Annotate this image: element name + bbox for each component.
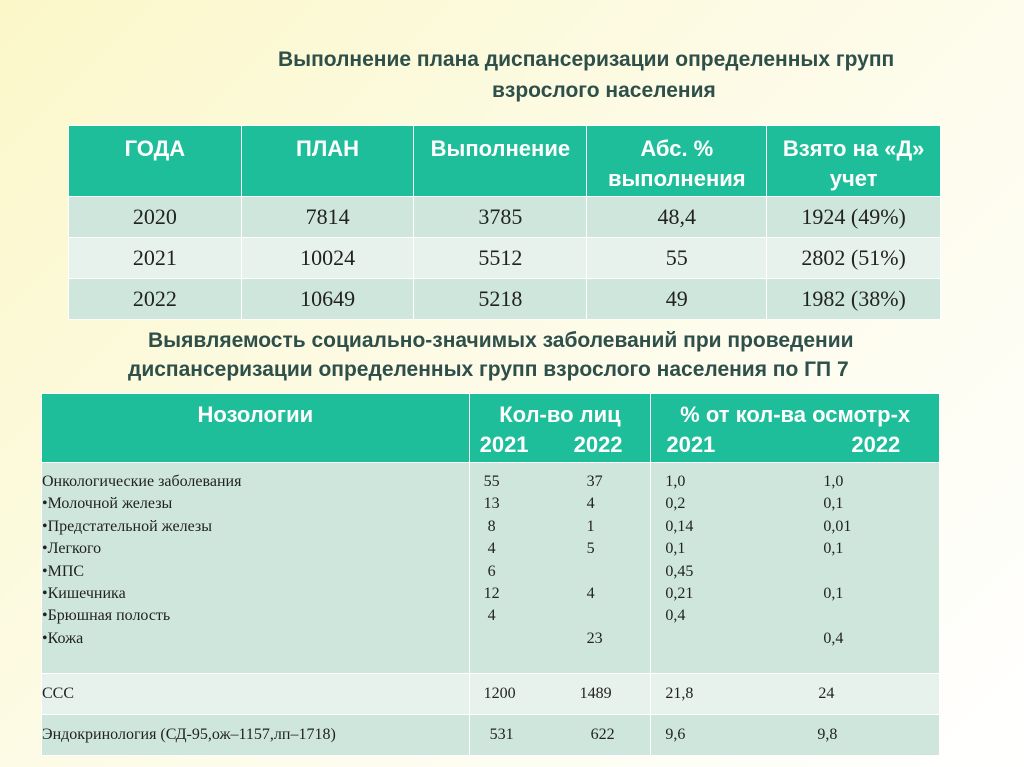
- count-pair: [470, 605, 651, 627]
- endo-name: Эндокринология (СД-95,ож–1157,лп–1718): [42, 715, 470, 756]
- header-percent-years: [651, 430, 939, 460]
- percent-2022: 9,8: [817, 725, 838, 743]
- list-item: •Легкого: [42, 540, 102, 558]
- count-pair: [470, 471, 651, 493]
- title-detection: [120, 326, 1000, 384]
- cell-taken-d: 2802 (51%): [767, 238, 941, 279]
- count-pair: [470, 561, 651, 583]
- cell-completion: 5512: [414, 238, 587, 279]
- percent-pair: [651, 561, 939, 583]
- count-2021: 55: [483, 473, 500, 490]
- ccc-percents: [651, 674, 940, 715]
- count-2021: 13: [483, 495, 500, 513]
- percent-pair: [651, 538, 939, 560]
- onco-names: [42, 463, 470, 674]
- count-2022: 622: [590, 725, 615, 743]
- header-nozology: Нозологии: [42, 394, 470, 463]
- header-count: [469, 394, 651, 463]
- count-2021: 4: [487, 607, 496, 625]
- header-percent: [651, 394, 940, 463]
- header-taken-line1: Взято на «Д»: [782, 136, 925, 161]
- title-plan-line2: взрослого населения: [492, 79, 716, 102]
- count-pair: [470, 724, 651, 746]
- cell-taken-d: 1924 (49%): [767, 197, 941, 238]
- count-2021: 12: [483, 584, 500, 602]
- percent-2022: 24: [818, 684, 835, 702]
- list-item: •МПС: [42, 562, 85, 580]
- percent-2022: 1,0: [823, 473, 844, 490]
- count-2021: 531: [489, 725, 514, 743]
- header-abs-line1: Абс. %: [640, 136, 714, 161]
- detection-table-header: [42, 394, 940, 463]
- percent-2022: 0,1: [823, 540, 844, 558]
- percent-pair: [651, 628, 939, 650]
- percent-2022: 0,1: [823, 584, 844, 602]
- header-completion: Выполнение: [414, 126, 587, 197]
- percent-2021: 0,4: [665, 607, 686, 625]
- ccc-row: [42, 674, 940, 715]
- table-row: [69, 238, 941, 279]
- percent-2021: 0,21: [665, 584, 694, 602]
- percent-pair: [651, 471, 939, 493]
- cell-completion: 3785: [414, 197, 587, 238]
- onco-counts: [469, 463, 651, 674]
- table-row: [69, 279, 941, 320]
- title-detection-line1: Выявляемость социально-значимых заболеваний при проведении: [148, 329, 854, 352]
- count-2022: 4: [586, 495, 595, 513]
- count-pair: [470, 516, 651, 538]
- count-2022: 5: [586, 540, 595, 558]
- count-2022: 1: [586, 517, 595, 535]
- header-plan: ПЛАН: [241, 126, 414, 197]
- ccc-name: ССС: [42, 674, 470, 715]
- plan-table: [68, 125, 941, 320]
- count-pair: [470, 583, 651, 605]
- percent-2021: 0,45: [665, 562, 694, 580]
- cell-plan: 10649: [241, 279, 414, 320]
- cell-completion: 5218: [414, 279, 587, 320]
- title-plan: [200, 44, 1024, 106]
- cell-abs-percent: 55: [587, 238, 767, 279]
- percent-pair: [651, 605, 939, 627]
- cell-plan: 7814: [241, 197, 414, 238]
- cell-abs-percent: 49: [587, 279, 767, 320]
- count-2021: 6: [487, 562, 496, 580]
- percent-2021: 0,2: [665, 495, 686, 513]
- cell-abs-percent: 48,4: [587, 197, 767, 238]
- cell-plan: 10024: [241, 238, 414, 279]
- count-2021: 1200: [483, 684, 516, 702]
- count-2021: 8: [487, 517, 496, 535]
- percent-pair: [651, 493, 939, 515]
- title-detection-line2: диспансеризации определенных групп взрослого населения по ГП 7: [128, 358, 849, 381]
- cell-year: 2020: [69, 197, 242, 238]
- count-pair: [470, 493, 651, 515]
- list-item: •Предстательной железы: [42, 517, 212, 535]
- onco-row: [42, 463, 940, 674]
- percent-2021: 21,8: [665, 684, 694, 702]
- count-2022: 1489: [579, 684, 612, 702]
- table-row: [69, 197, 941, 238]
- header-percent-label: % от кол-ва осмотр-х: [680, 402, 911, 427]
- percent-pair: [651, 516, 939, 538]
- endo-row: [42, 715, 940, 756]
- title-plan-line1: Выполнение плана диспансеризации определенных групп: [278, 48, 895, 71]
- percent-2021: 0,14: [665, 517, 694, 535]
- percent-pair: [651, 724, 939, 746]
- count-pair: [470, 683, 651, 705]
- count-pair: [470, 538, 651, 560]
- endo-percents: [651, 715, 940, 756]
- header-count-label: Кол-во лиц: [499, 402, 621, 427]
- header-count-year1: 2021: [479, 432, 529, 457]
- percent-2022: 0,4: [823, 629, 844, 647]
- list-item: •Молочной железы: [42, 495, 173, 513]
- percent-2021: 9,6: [665, 725, 686, 743]
- cell-taken-d: 1982 (38%): [767, 279, 941, 320]
- header-taken-d: [767, 126, 941, 197]
- header-percent-year2: 2022: [851, 432, 901, 457]
- percent-2022: 0,01: [823, 517, 852, 535]
- cell-year: 2021: [69, 238, 242, 279]
- percent-2021: 0,1: [665, 540, 686, 558]
- percent-pair: [651, 583, 939, 605]
- count-2022: 37: [586, 473, 603, 490]
- count-pair: [470, 628, 651, 650]
- header-count-years: [470, 430, 651, 460]
- cell-year: 2022: [69, 279, 242, 320]
- plan-table-header: [69, 126, 941, 197]
- percent-2021: 1,0: [665, 473, 686, 490]
- onco-percents: [651, 463, 940, 674]
- count-2021: 4: [487, 540, 496, 558]
- header-percent-year1: 2021: [666, 432, 716, 457]
- header-abs-percent: [587, 126, 767, 197]
- count-2022: 23: [586, 629, 603, 647]
- header-abs-line2: выполнения: [607, 166, 746, 191]
- list-item: Онкологические заболевания: [42, 473, 242, 490]
- endo-counts: [469, 715, 651, 756]
- ccc-counts: [469, 674, 651, 715]
- detection-table: [41, 393, 940, 756]
- header-count-year2: 2022: [573, 432, 623, 457]
- count-2022: 4: [586, 584, 595, 602]
- percent-2022: 0,1: [823, 495, 844, 513]
- list-item: •Брюшная полость: [42, 607, 171, 625]
- list-item: •Кишечника: [42, 584, 126, 602]
- list-item: •Кожа: [42, 629, 84, 647]
- header-years: ГОДА: [69, 126, 242, 197]
- header-taken-line2: учет: [829, 166, 878, 191]
- percent-pair: [651, 683, 939, 705]
